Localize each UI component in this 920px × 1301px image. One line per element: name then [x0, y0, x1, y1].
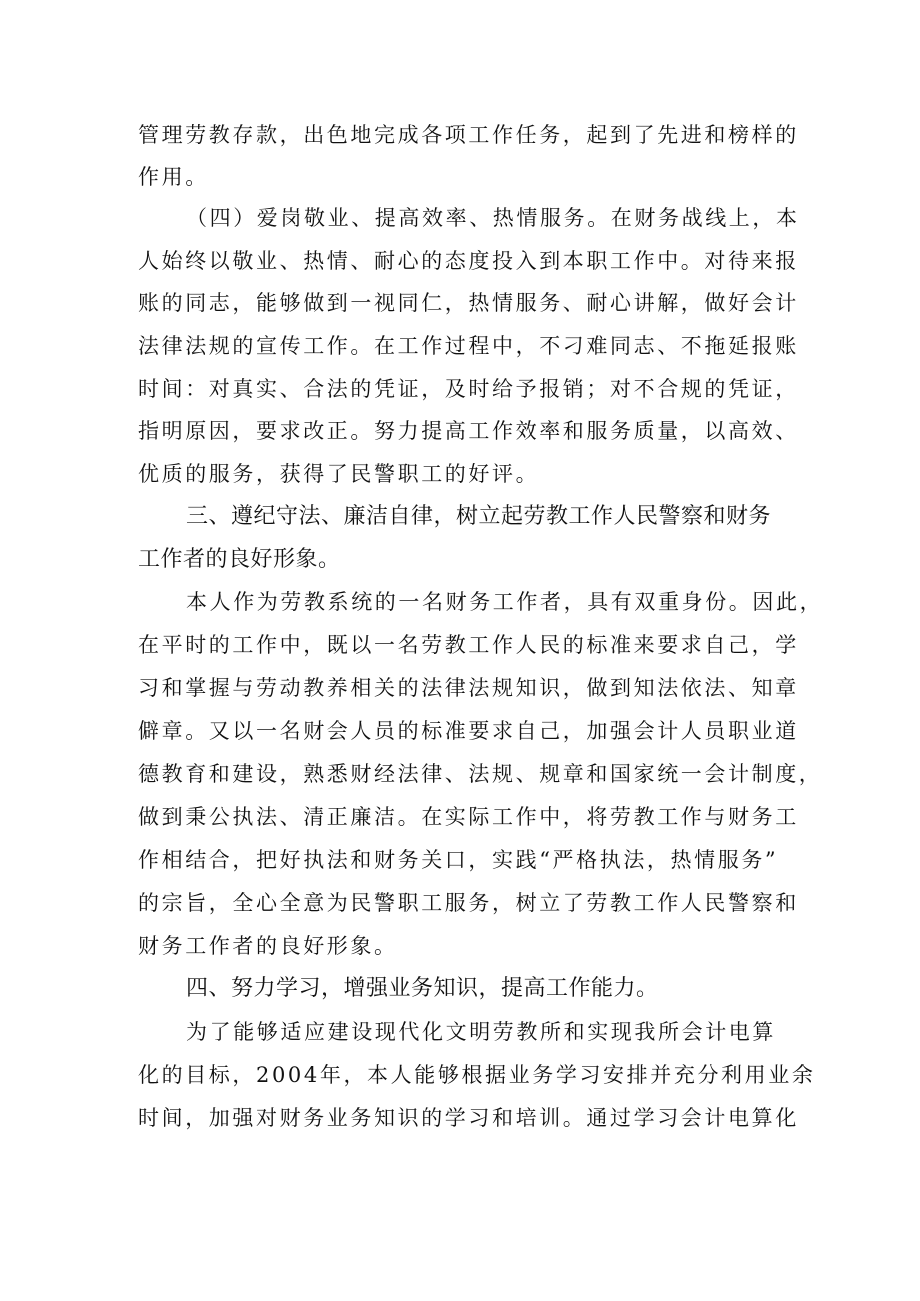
paragraph-line: 的宗旨，全心全意为民警职工服务，树立了劳教工作人民警察和: [138, 891, 799, 915]
paragraph-line: 账的同志，能够做到一视同仁，热情服务、耐心讲解，做好会计: [138, 291, 799, 315]
section-heading-4: 四、努力学习，增强业务知识，提高工作能力。: [186, 976, 659, 1001]
paragraph-line: 做到秉公执法、清正廉洁。在实际工作中，将劳教工作与财务工: [138, 805, 799, 829]
paragraph-line: 作用。: [138, 165, 209, 189]
paragraph-line: 管理劳教存款，出色地完成各项工作任务，起到了先进和榜样的: [138, 123, 799, 147]
paragraph-line: 僻章。又以一名财会人员的标准要求自己，加强会计人员职业道: [138, 719, 799, 743]
section-heading-3: 三、遵纪守法、廉洁自律，树立起劳教工作人民警察和财务: [186, 504, 772, 529]
paragraph-line: 作相结合，把好执法和财务关口，实践“严格执法，热情服务”: [138, 848, 779, 872]
paragraph-line: 为了能够适应建设现代化文明劳教所和实现我所会计电算: [186, 1020, 776, 1044]
paragraph-line: 时间，加强对财务业务知识的学习和培训。通过学习会计电算化: [138, 1106, 799, 1130]
paragraph-line: 化的目标，2004年，本人能够根据业务学习安排并充分利用业余: [138, 1063, 816, 1087]
paragraph-line: （四）爱岗敬业、提高效率、热情服务。在财务战线上，本: [186, 206, 800, 230]
paragraph-line: 德教育和建设，熟悉财经法律、法规、规章和国家统一会计制度，: [138, 762, 823, 786]
paragraph-line: 法律法规的宣传工作。在工作过程中，不刁难同志、不拖延报账: [138, 334, 799, 358]
paragraph-line: 在平时的工作中，既以一名劳教工作人民的标准来要求自己，学: [138, 633, 799, 657]
paragraph-line: 财务工作者的良好形象。: [138, 934, 398, 958]
paragraph-line: 时间：对真实、合法的凭证，及时给予报销；对不合规的凭证，: [138, 377, 799, 401]
paragraph-line: 优质的服务，获得了民警职工的好评。: [138, 462, 540, 486]
section-heading-3-cont: 工作者的良好形象。: [138, 547, 341, 572]
paragraph-line: 本人作为劳教系统的一名财务工作者，具有双重身份。因此，: [186, 590, 824, 614]
paragraph-line: 指明原因，要求改正。努力提高工作效率和服务质量，以高效、: [138, 419, 799, 443]
paragraph-line: 习和掌握与劳动教养相关的法律法规知识，做到知法依法、知章: [138, 676, 799, 700]
paragraph-line: 人始终以敬业、热情、耐心的态度投入到本职工作中。对待来报: [138, 249, 799, 273]
